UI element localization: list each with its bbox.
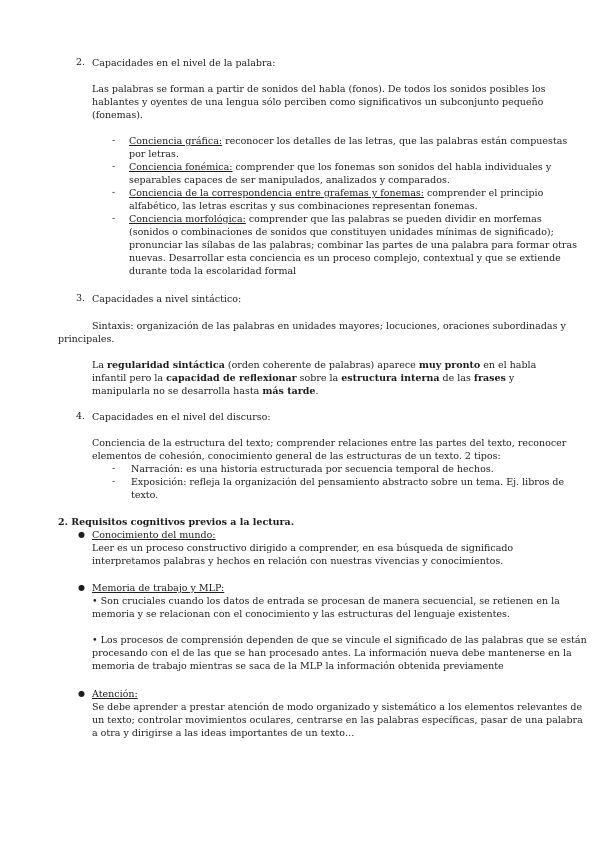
section-heading: Capacidades en el nivel del discurso:	[92, 412, 271, 423]
paragraph-line: Sintaxis: organización de las palabras en unidades mayores; locuciones, oraciones subordinadas y	[92, 321, 566, 332]
text: infantil pero la	[92, 373, 167, 384]
section-number: 2.	[76, 57, 86, 68]
paragraph-line: elementos de cohesión, conocimiento general de las estructuras de un texto. 2 tipos:	[92, 451, 501, 462]
list-item-line: nuevas. Desarrollar esta conciencia es un proceso complejo, contextual y que se extiende	[129, 253, 561, 264]
paragraph-line: memoria y se relacionan con el conocimiento y las estructuras del lenguaje existentes.	[92, 609, 510, 620]
section-number: 3.	[76, 293, 86, 304]
term: Conciencia de la correspondencia entre grafemas y fonemas:	[129, 188, 424, 199]
paragraph-line: a otra y dirigirse a las ideas importantes de un texto…	[92, 728, 355, 739]
text: (orden coherente de palabras) aparece	[224, 360, 419, 371]
list-item: Exposición: refleja la organización del pensamiento abstracto sobre un tema. Ej. libros de	[131, 477, 565, 488]
term: Conciencia morfológica:	[129, 214, 246, 225]
bullet-term: Conocimiento del mundo:	[92, 530, 216, 541]
bold-text: muy pronto	[418, 360, 481, 371]
section-heading: Capacidades en el nivel de la palabra:	[92, 58, 276, 69]
list-item-line: separables capaces de ser manipulados, analizados y comparados.	[129, 175, 450, 186]
term: Conciencia gráfica:	[129, 136, 223, 147]
paragraph-line: procesando con el de las que se han procesado antes. La información nueva debe mantenerse en la	[92, 648, 572, 659]
bold-text: frases	[473, 373, 506, 384]
dash-bullet: -	[112, 135, 116, 146]
list-item-line: alfabético, las letras escritas y sus combinaciones representan fonemas.	[129, 201, 478, 212]
dash-bullet: -	[112, 161, 116, 172]
dash-bullet: -	[112, 187, 116, 198]
paragraph-line: (fonemas).	[92, 110, 143, 121]
text: manipularla no se desarrolla hasta	[92, 386, 263, 397]
paragraph-line: Conciencia de la estructura del texto; comprender relaciones entre las partes del texto, reconocer	[92, 438, 567, 449]
list-item	[129, 213, 542, 226]
list-item	[129, 161, 551, 174]
item-text: comprender el principio	[423, 188, 544, 199]
paragraph-line: interpretamos palabras y hechos en relación con nuestras vivencias y conocimientos.	[92, 556, 504, 567]
term: Conciencia fonémica:	[129, 162, 233, 173]
list-item-line: (sonidos o combinaciones de sonidos que constituyen unidades mínimas de significado);	[129, 227, 554, 238]
list-item	[129, 187, 543, 200]
paragraph-line: memoria de trabajo mientras se saca de la MLP la información obtenida previamente	[92, 661, 504, 672]
paragraph-line: Se debe aprender a prestar atención de modo organizado y sistemático a los elementos relevantes de	[92, 702, 583, 713]
text: en el habla	[480, 360, 537, 371]
bold-text: más tarde	[262, 386, 316, 397]
item-text: reconocer los detalles de las letras, que las palabras están compuestas	[222, 136, 568, 147]
paragraph-line: Leer es un proceso constructivo dirigido a comprender, en esa búsqueda de significado	[92, 543, 514, 554]
paragraph-line: Las palabras se forman a partir de sonidos del habla (fonos). De todos los sonidos posibles los	[92, 84, 546, 95]
paragraph-line: un texto; controlar movimientos oculares, centrarse en las palabras específicas, pasar de una palabra	[92, 715, 583, 726]
item-text: comprender que las palabras se pueden dividir en morfemas	[245, 214, 542, 225]
list-item: Narración: es una historia estructurada por secuencia temporal de hechos.	[131, 464, 494, 475]
paragraph-line	[92, 385, 318, 398]
section-number: 4.	[76, 411, 86, 422]
bullet-dot: ●	[78, 689, 85, 698]
section-title: 2. Requisitos cognitivos previos a la lectura.	[58, 517, 294, 528]
item-text: comprender que los fonemas son sonidos del habla individuales y	[232, 162, 552, 173]
text: La	[92, 360, 107, 371]
list-item	[129, 135, 567, 148]
paragraph-line: • Son cruciales cuando los datos de entrada se procesan de manera secuencial, se retienen en la	[92, 596, 560, 607]
paragraph-line: hablantes y oyentes de una lengua sólo perciben como significativos un subconjunto pequeño	[92, 97, 544, 108]
list-item-line: durante toda la escolaridad formal	[129, 266, 297, 277]
bold-text: regularidad sintáctica	[107, 360, 225, 371]
text: sobre la	[296, 373, 342, 384]
text: de las	[439, 373, 474, 384]
paragraph-line	[92, 372, 514, 385]
dash-bullet: -	[112, 213, 116, 224]
text: y	[505, 373, 515, 384]
paragraph-line: principales.	[58, 334, 115, 345]
dash-bullet: -	[112, 463, 116, 474]
list-item-line: por letras.	[129, 149, 179, 160]
bullet-dot: ●	[78, 530, 85, 539]
list-item-line: pronunciar las sílabas de las palabras; combinar las partes de una palabra para formar otras	[129, 240, 578, 251]
list-item-line: texto.	[131, 490, 159, 501]
bullet-dot: ●	[78, 583, 85, 592]
bold-text: estructura interna	[341, 373, 440, 384]
paragraph-line	[92, 359, 536, 372]
paragraph-line: • Los procesos de comprensión dependen de que se vincule el significado de las palabras que se están	[92, 635, 587, 646]
dash-bullet: -	[112, 476, 116, 487]
text: .	[315, 386, 319, 397]
section-heading: Capacidades a nivel sintáctico:	[92, 294, 242, 305]
bold-text: capacidad de reflexionar	[166, 373, 297, 384]
bullet-term: Memoria de trabajo y MLP:	[92, 583, 225, 594]
bullet-term: Atención:	[92, 689, 138, 700]
